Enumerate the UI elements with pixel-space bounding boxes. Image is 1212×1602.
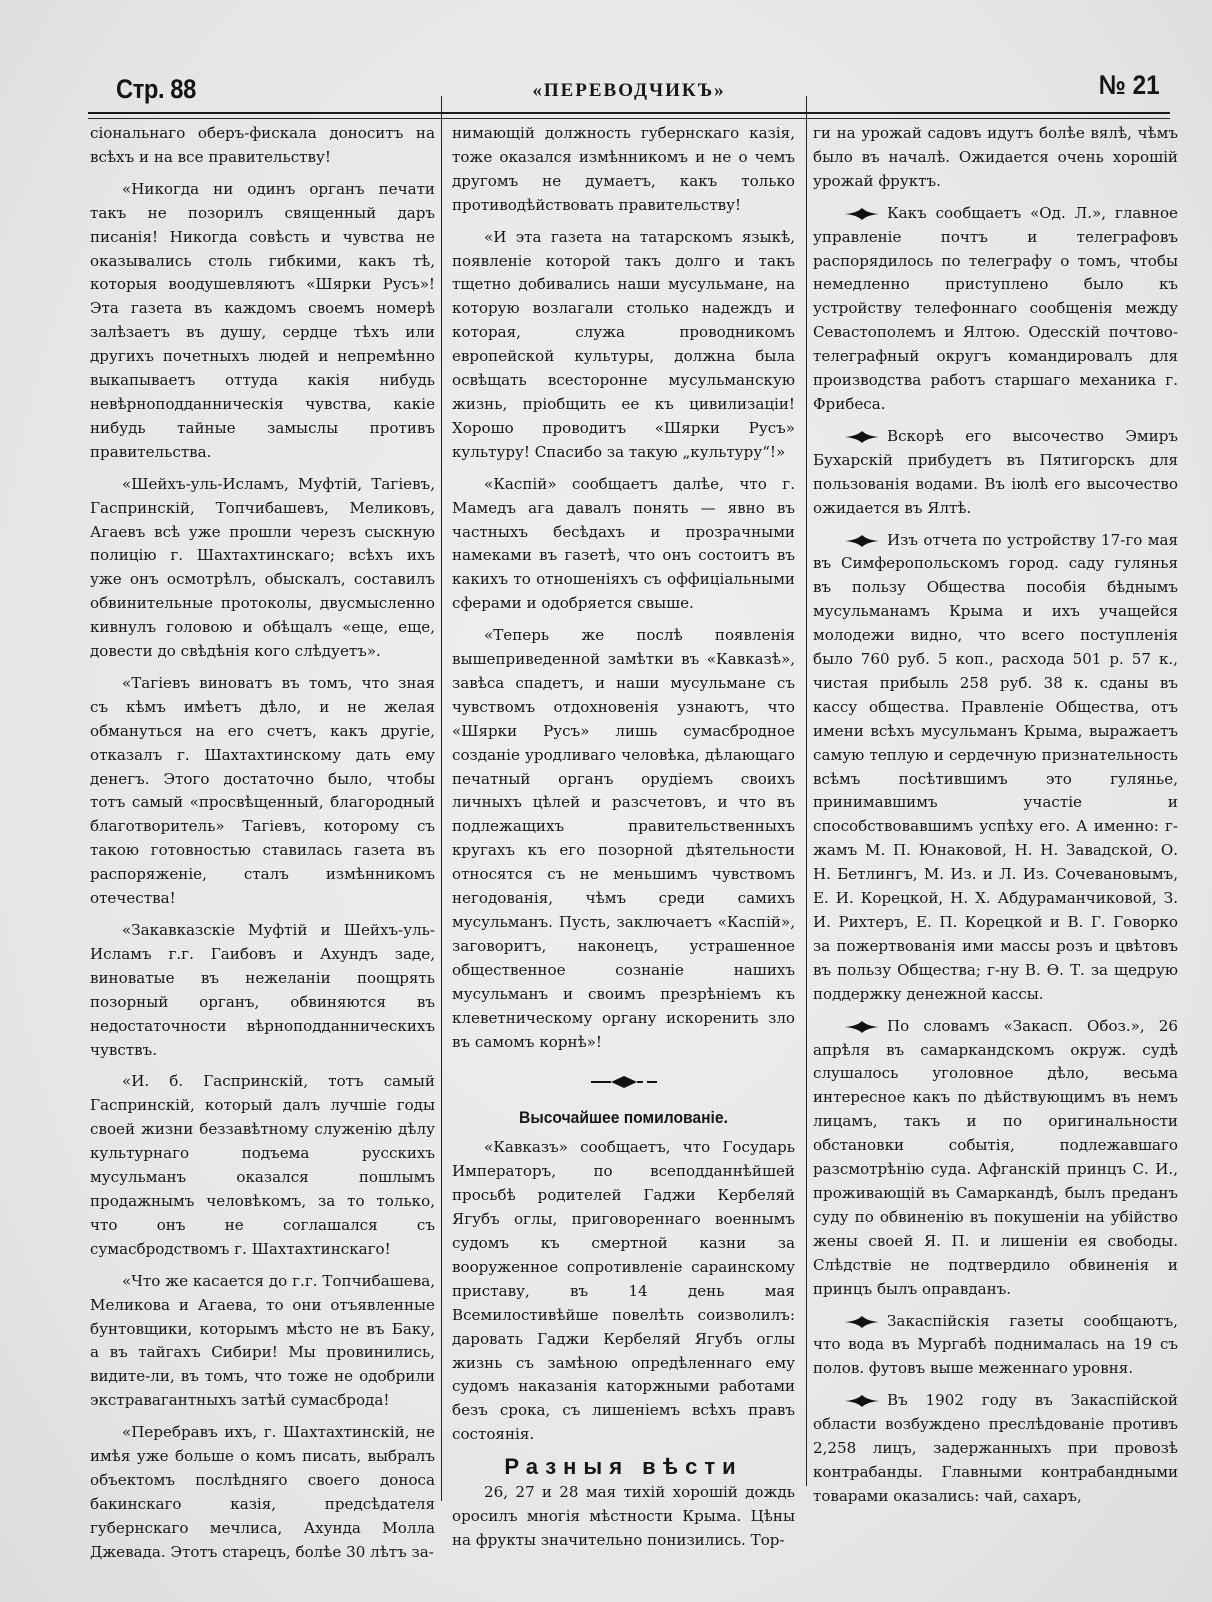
paragraph: «Что же касается до г.г. Топчибашева, Меликова и Агаева, то они отъявленные бунтовщики, которымъ мѣсто не въ Баку, а въ тайгахъ Сибири! Мы провинились, видите-ли, въ томъ, что тоже не одобрили экстравагантныхъ затѣй сумасброда! [90, 1271, 435, 1410]
news-item-text: Закаспійскія газеты сообщаютъ, что вода въ Мургабѣ поднималась на 19 съ полов. футовъ выше меженнаго уровня. [813, 1311, 1178, 1378]
paragraph: «Кавказъ» сообщаетъ, что Государь Императоръ, по всеподданнѣйшей просьбѣ родителей Гаджи Кербеляй Ягубъ оглы, приговореннаго военнымъ судомъ къ смертной казни за вооруженное сопротивленіе сараинскому приставу, въ 14 день мая Всемилостивѣйше повелѣть соизволилъ: даровать Гаджи Кербеляй Ягубъ оглы жизнь съ замѣною опредѣленнаго ему судомъ наказанія каторжными работами безъ срока, съ лишеніемъ всѣхъ правъ состоянія. [452, 1138, 795, 1444]
news-item-text: Въ 1902 году въ Закаспійской области возбуждено преслѣдованіе противъ 2,258 лицъ, задержанныхъ при провозѣ контрабанды. Главными контрабандными товарами оказались: чай, сахаръ, [813, 1391, 1178, 1505]
news-item-text: Какъ сообщаетъ «Од. Л.», главное управленіе почтъ и телеграфовъ распорядилось по телеграфу о томъ, чтобы немедленно приступлено было къ устройству телефоннаго сообщенія между Севастополемъ и Ялтою. Одесскій почтово-телеграфный округъ командировалъ для производства работъ старшаго механика г. Фрибеса. [813, 203, 1178, 413]
column-divider-left [441, 96, 442, 1501]
column-3 [813, 122, 1178, 1517]
news-item [813, 1015, 1178, 1302]
diamond-bullet-icon [845, 1316, 879, 1328]
issue-number: № 21 [1099, 70, 1160, 100]
paragraph: нимающій должность губернскаго казія, тоже оказался измѣнникомъ и не о чемъ другомъ не думаетъ, какъ только противодѣйствовать правительству! [452, 124, 795, 214]
news-item [813, 1389, 1178, 1509]
newspaper-title: «ПЕРЕВОДЧИКЪ» [532, 80, 726, 101]
paragraph: 26, 27 и 28 мая тихій хорошій дождь оросилъ многія мѣстности Крыма. Цѣны на фрукты значительно понизились. Тор- [452, 1483, 795, 1549]
section-heading: Разныя вѣсти [504, 1454, 743, 1480]
diamond-bullet-icon [845, 431, 879, 443]
paragraph: ги на урожай садовъ идутъ болѣе вялѣ, чѣмъ было въ началѣ. Ожидается очень хорошій урожай фруктъ. [813, 124, 1178, 190]
diamond-bullet-icon [845, 208, 879, 220]
diamond-bullet-icon [845, 1021, 879, 1033]
masthead-rule-top [88, 112, 1170, 114]
news-item-text: Вскорѣ его высочество Эмиръ Бухарскій прибудетъ въ Пятигорскъ для пользованія водами. Въ іюлѣ его высочество ожидается въ Ялтѣ. [813, 426, 1178, 517]
page-number: Стр. 88 [116, 74, 196, 104]
section-ornament [452, 1070, 795, 1092]
column-divider-right [806, 96, 807, 1486]
diamond-ornament-icon [589, 1075, 659, 1089]
news-item [813, 529, 1178, 1007]
news-item [813, 202, 1178, 417]
paragraph: «И эта газета на татарскомъ языкѣ, появленіе которой такъ долго и такъ тщетно добивались наши мусульмане, на которую возлагали столько надеждъ и которая, служа проводникомъ европейской культуры, должна была освѣщать всесторонне мусульманскую жизнь, пріобщить ее къ цивилизаціи! Хорошо проводитъ «Шярки Русъ» культуру! Спасибо за такую „культуру“!» [452, 227, 795, 461]
column-1 [90, 122, 435, 1573]
column-2 [452, 122, 795, 1561]
paragraph: сіональнаго оберъ-фискала доноситъ на всѣхъ и на все правительству! [90, 124, 435, 166]
paragraph: «Никогда ни одинъ органъ печати такъ не позорилъ священный даръ писанія! Никогда совѣсть и чувства не оказывались столь гибкими, какъ тѣ, которыя воодушевляютъ «Шярки Русъ»! Эта газета въ каждомъ своемъ номерѣ залѣзаетъ въ душу, сердце тѣхъ или другихъ почетныхъ людей и непремѣнно выкапываетъ оттуда какія нибудь невѣрноподданническія чувства, какіе нибудь тайные замыслы противъ правительства. [90, 179, 435, 461]
news-item [813, 425, 1178, 521]
news-item-text: Изъ отчета по устройству 17-го мая въ Симферопольскомъ город. саду гулянья въ пользу Общества пособія бѣднымъ мусульманамъ Крыма и ихъ учащейся молодежи видно, что всего поступленія было 760 руб. 5 коп., расхода 501 р. 57 к., чистая прибыль 258 руб. 38 к. сданы въ кассу общества. Правленіе Общества, отъ имени всѣхъ мусульманъ Крыма, выражаетъ самую теплую и сердечную признательность всѣмъ посѣтившимъ это гулянье, принимавшимъ участіе и способствовавшимъ успѣху его. А именно: г-жамъ М. П. Юнаковой, Н. Н. Завадской, О. Н. Бетлингъ, М. Из. и Л. Из. Сочевановымъ, Е. И. Корецкой, Н. Х. Абдураманчиковой, З. И. Рихтеръ, Е. П. Корецкой и В. Г. Говорко за пожертвованія ими массы розъ и цвѣтовъ въ пользу Общества; г-ну В. Ѳ. Т. за щедрую поддержку денежной кассы. [813, 530, 1178, 1003]
diamond-bullet-icon [845, 535, 879, 547]
news-item [813, 1310, 1178, 1382]
paragraph: «И. б. Гаспринскій, тотъ самый Гаспринскій, который далъ лучшіе годы своей жизни беззавѣтному служенію дѣлу культурнаго подъема русскихъ мусульманъ оказался пошлымъ продажнымъ человѣкомъ, за то только, что онъ не соглашался съ сумасбродствомъ г. Шахтахтинскаго! [90, 1072, 435, 1258]
paragraph: «Шейхъ-уль-Исламъ, Муфтій, Тагіевъ, Гаспринскій, Топчибашевъ, Меликовъ, Агаевъ всѣ уже прошли черезъ сыскную полицію г. Шахтахтинскаго; всѣхъ ихъ уже онъ осмотрѣлъ, обыскалъ, составилъ обвинительные протоколы, двусмысленно кивнулъ головою и обѣщалъ «еще, еще, довести до свѣдѣнія кого слѣдуетъ». [90, 474, 435, 661]
masthead [88, 70, 1170, 108]
masthead-rule-bottom [88, 118, 1170, 119]
paragraph: «Теперь же послѣ появленія вышеприведенной замѣтки въ «Кавказѣ», завѣса спадетъ, и наши мусульмане съ чувствомъ отдохновенія узнаютъ, что «Шярки Русъ» лишь сумасбродное созданіе уродливаго человѣка, дѣлающаго печатный органъ орудіемъ своихъ личныхъ цѣлей и разсчетовъ, и что въ подлежащихъ правительственныхъ кругахъ къ его позорной дѣятельности относятся съ не меньшимъ чувствомъ негодованія, чѣмъ среди самихъ мусульманъ. Пусть, заключаетъ «Каспій», заговоритъ, наконецъ, устрашенное общественное сознаніе нашихъ мусульманъ и своимъ презрѣніемъ къ клеветническому органу искоренить зло въ самомъ корнѣ»! [452, 626, 795, 1051]
article-headline: Высочайшее помилованіе. [519, 1108, 728, 1128]
paragraph: «Тагіевъ виноватъ въ томъ, что зная съ кѣмъ имѣетъ дѣло, и не желая обмануться на его счетъ, какъ другіе, отказалъ г. Шахтахтинскому дать ему денегъ. Этого достаточно было, чтобы тотъ самый «просвѣщенный, благородный благотворитель» Тагіевъ, которому съ такою готовностью ставилась газета въ распоряженіе, сталъ измѣнникомъ отечества! [90, 673, 435, 908]
paragraph: «Перебравъ ихъ, г. Шахтахтинскій, не имѣя уже больше о комъ писать, выбралъ объектомъ послѣдняго своего доноса бакинскаго казія, предсѣдателя губернскаго мечлиса, Ахунда Молла Джевада. Этотъ старецъ, болѣе 30 лѣтъ за- [90, 1423, 435, 1561]
paragraph: «Каспій» сообщаетъ далѣе, что г. Мамедъ ага давалъ понять — явно въ частныхъ бесѣдахъ и прозрачными намеками въ газетѣ, что онъ состоитъ въ какихъ то отношеніяхъ съ оффиціальными сферами и одобряется свыше. [452, 474, 795, 613]
diamond-bullet-icon [845, 1395, 879, 1407]
paragraph: «Закавказскіе Муфтій и Шейхъ-уль-Исламъ г.г. Гаибовъ и Ахундъ заде, виноватые въ нежеланіи поощрять позорный органъ, обвиняются въ недостаточности вѣрноподданническихъ чувствъ. [90, 921, 435, 1059]
news-item-text: По словамъ «Закасп. Обоз.», 26 апрѣля въ самаркандскомъ окруж. судѣ слушалось уголовное дѣло, весьма интересное какъ по дѣйствующимъ въ немъ лицамъ, такъ и по оригинальности обстановки событія, подлежавшаго разсмотрѣнію суда. Афганскій принцъ С. И., проживающій въ Самаркандѣ, былъ преданъ суду по обвиненію въ покушеніи на убійство жены своей Я. П. и лишеніи ея свободы. Слѣдствіе не подтвердило обвиненія и принцъ былъ оправданъ. [813, 1016, 1178, 1298]
